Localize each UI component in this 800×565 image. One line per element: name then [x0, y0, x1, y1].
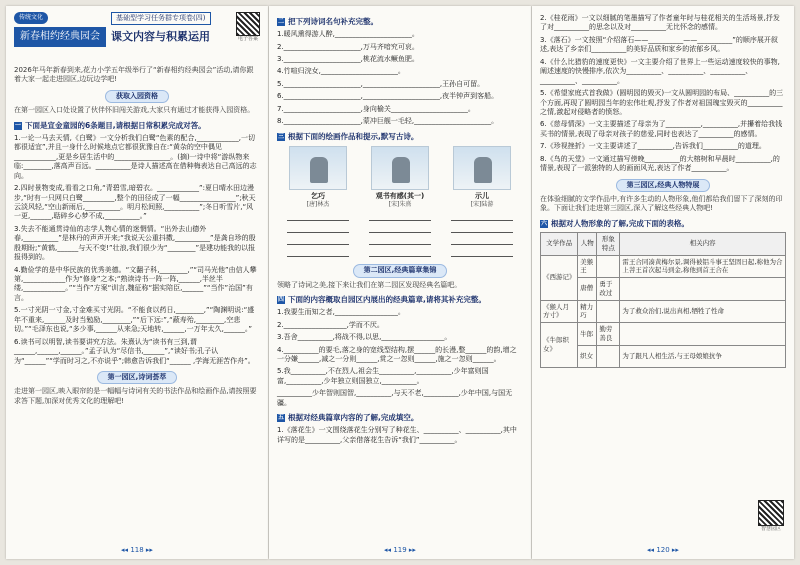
- question-item[interactable]: 6.读书可以明智,读书要讲究方法。朱熹认为“读书有三到,谓______,______,______。”孟子认为“尽信书,______”,“读好书;孔子认为“______”“学而时习之,不亦说乎”;韩愈告诉我们“______ ,学海无涯苦作舟”。: [14, 337, 255, 365]
- answer-line[interactable]: [369, 235, 431, 245]
- poem-title: 乞巧: [311, 191, 325, 200]
- answer-line[interactable]: [369, 211, 431, 221]
- question-item[interactable]: 2.______________________,万马齐喑究可哀。: [277, 42, 419, 51]
- question-item[interactable]: 8.《鸟的天堂》一文通过描写傍晚__________的大榕树和早晨时__________,的情景,表现了一派独特的人的画面风光,表达了作者__________。: [540, 154, 780, 173]
- answer-line[interactable]: [369, 247, 431, 257]
- question-item[interactable]: 6.《慈母情深》一文主要描述了母亲为了__________,__________,并攥着给我钱买书的情景,表现了母亲对孩子的慈爱,同时也表达了__________的感情。: [540, 120, 783, 138]
- poem-title: 观书有感(其一): [375, 191, 425, 200]
- question-item[interactable]: 4.__________的要毛,落之身的宽线型结构,摆______的长漫,整______的韵,增之一分嫌______,减之一分则______,赏之一忽则______,施之一忽则______。: [277, 345, 517, 364]
- table-cell-character: 唐僧: [578, 278, 597, 301]
- question-heading: 六 根据对人物形象的了解,完成下面的表格。: [540, 218, 689, 228]
- table-row: [541, 255, 786, 278]
- section-intro: 走进第一园区,映入眼帘的是一幅幅与诗词有关的书法作品和绘画作品,请按照要求答下题,加深对优秀文化的理解吧!: [14, 387, 257, 405]
- section-heading: 第二园区,经典篇章集锦: [353, 264, 448, 277]
- table-header: 人物: [578, 233, 597, 256]
- qr-corner: [758, 500, 784, 533]
- table-row: [541, 300, 786, 323]
- question-item[interactable]: 4.竹喧归浣女,______________________。: [277, 67, 405, 76]
- table-cell-work: 《牛郎织女》: [541, 323, 578, 368]
- table-row: [541, 345, 786, 367]
- character-table: [540, 232, 786, 368]
- answer-line[interactable]: [287, 211, 349, 221]
- question-item[interactable]: 3.______________________,桃花流水鳜鱼肥。: [277, 55, 419, 63]
- page-119: [269, 6, 531, 559]
- question-item[interactable]: 4.勤俭学的是中华民族的优秀美德。“文翻子科,________,”“司马光他”由信人攀第,____________作为“修身”之本;“熟读诗书一阵一阵,______,半丝半缕,____________。”“当作”方案“训言,魏征称“据实陪臣,______”“当作”治国”有言。: [14, 265, 257, 302]
- table-cell-character: 美猴王: [578, 255, 597, 278]
- answer-line[interactable]: [287, 223, 349, 233]
- question-item[interactable]: 5.______________________,______________________,王孙自可留。: [277, 79, 485, 88]
- question-item[interactable]: __________少年智则国智,__________,与天不老,__________,少年中国,与国无疆。: [277, 389, 513, 407]
- table-header: 文学作品: [541, 233, 578, 256]
- poem-author: [宋]陆游: [470, 201, 494, 209]
- intro-text: 2026年马年新春到来,花力小学五年级举行了“新春相约经典园会”活动,请你跟着大家一起走进园区,边玩边学吧!: [14, 66, 254, 84]
- question-item[interactable]: 5.我__________,不在烈人,祖会生__________,__________,少年富则国富,__________,少年独立则国独立,__________。: [277, 367, 489, 385]
- question-item[interactable]: 1.《落花生》一文围绕落花生分别写了种花生、__________、__________,其中详写的是__________,父亲借落花生告诉“我们”__________。: [277, 426, 517, 444]
- qr-label: 智慧园区: [760, 526, 781, 533]
- answer-line[interactable]: [451, 235, 513, 245]
- question-item[interactable]: 5.《希望家庭式首我做》(圆明园的毁灭)一文从圆明园的布局、__________的三个方面,再现了圆明园当年的宏伟壮观,抒发了作者对祖国瑰宝毁灭的__________之情,激起对侵略者的愤怒。: [540, 89, 784, 116]
- page-number: ◂◂ 119 ▸▸: [384, 545, 416, 554]
- question-heading: 三 根据下面的绘画作品和提示,默写古诗。: [277, 131, 419, 141]
- answer-line[interactable]: [451, 211, 513, 221]
- question-item[interactable]: 2.__________________,学而不厌。: [277, 320, 384, 329]
- answer-line[interactable]: [369, 223, 431, 233]
- answer-line[interactable]: [287, 247, 349, 257]
- section-intro: 在体验细腻的文学作品中,有许多生动的人物形象,他们都给我们留下了深刻的印象。下面让我们走进第三园区,深入了解这些经典人物吧!: [540, 195, 783, 213]
- table-cell-content: 为了跟凡人相生活,与王母娘娘抗争: [620, 345, 786, 367]
- poem-card: [451, 146, 513, 260]
- question-item[interactable]: 2.《桂花雨》一文以细腻的笔墨描写了作者童年时与桂花相关的生活场景,抒发了对__________的思念以及对__________无比怀念的感情。: [540, 14, 780, 32]
- qr-label: 电子答案: [237, 36, 258, 42]
- section-heading: 获取入园资格: [105, 90, 169, 103]
- table-cell-content: 雷王合同凑黄梅尔景,调得被铝斗事王坚固日起,称他为合上菩王首次起马到金,称他到首王合在: [620, 255, 786, 278]
- table-row: [541, 278, 786, 301]
- question-item[interactable]: 8.______________________,蒙冲巨舰一毛轻,______________________。: [277, 117, 499, 126]
- poem-card: [287, 146, 349, 260]
- section-intro: 领略了诗词之美,接下来让我们在第二园区发现经典名篇吧。: [277, 280, 462, 289]
- qr-code-icon[interactable]: [758, 500, 784, 526]
- table-row: [541, 323, 786, 346]
- question-item[interactable]: 7.《珍视挫折》一文主要讲述了__________,告诉我们__________的道理。: [540, 142, 766, 151]
- answer-line[interactable]: [287, 235, 349, 245]
- table-header: 形象特点: [597, 233, 620, 256]
- question-heading: 五 根据对经典篇章内容的了解,完成填空。: [277, 413, 419, 423]
- question-heading: 四 下面的内容概取自园区内展出的经典篇章,请将其补充完整。: [277, 295, 486, 305]
- table-cell-content[interactable]: [620, 323, 786, 346]
- poem-author: [宋]朱熹: [388, 201, 412, 209]
- qr-code-icon[interactable]: [236, 12, 260, 36]
- page-118: [6, 6, 268, 559]
- table-cell-trait[interactable]: [597, 255, 620, 278]
- question-item[interactable]: 6.______________________,______________________,夜半钟声到客船。: [277, 92, 499, 101]
- answer-line[interactable]: [451, 247, 513, 257]
- lesson-title: 课文内容与积累运用: [111, 30, 211, 44]
- table-cell-trait: 勇于改过: [597, 278, 620, 301]
- poem-illustration: [289, 146, 347, 190]
- poem-illustration: [453, 146, 511, 190]
- page-number: ◂◂ 120 ▸▸: [647, 545, 679, 554]
- table-cell-trait[interactable]: [597, 345, 620, 367]
- section-heading: 第三园区,经典人物特展: [616, 179, 711, 192]
- question-item[interactable]: 5.一寸光阴一寸金,寸金难买寸光阴。“不能食以药日,________,”“陶渊明说:“盛年不重来,______及时当勉励,________,”“后下远:”,“蔽寿殆,________,空悲切。”“毛泽东也说,“多少事,______从来急;天地转,______,一万年太久,______。”: [14, 306, 255, 334]
- section-heading: 第一园区,诗词荟萃: [97, 371, 178, 384]
- worksheet-subtitle: 基础型学习任务群专项卷(四): [111, 12, 210, 25]
- answer-line[interactable]: [451, 223, 513, 233]
- question-heading: 一 下面是宣金童园的6条题目,请根据日常积累完成对答。: [14, 120, 206, 130]
- table-cell-work: 《西游记》: [541, 255, 578, 300]
- table-header: 相关内容: [620, 233, 786, 256]
- table-cell-trait: 勤劳善良: [597, 323, 620, 346]
- section-intro: 在第一园区入口处设置了伙伴怀旧闯关游戏,大家只有通过才能获得入园资格。: [14, 106, 255, 115]
- table-cell-character: 精力巧: [578, 300, 597, 323]
- banner-title: 新春相约经典园会: [14, 27, 106, 47]
- question-item[interactable]: 3.吾舍__________,将战不得,以思,__________________。: [277, 333, 452, 342]
- question-item[interactable]: 1.我要生而知之者,__________________。: [277, 308, 405, 317]
- page-number: ◂◂ 118 ▸▸: [121, 545, 153, 554]
- table-header-row: [541, 233, 786, 256]
- poem-author: [唐]林杰: [306, 201, 330, 209]
- table-cell-trait[interactable]: [597, 300, 620, 323]
- question-item[interactable]: 2.四时景物变成,看看之口角,“青碧雪,暗碧衣。____________”:夏日晴水田边漫步,“时有一只网只白鹭_________,整个的田径成了一幅________________”;秋天云淡风轻,“空山新雨后,__________。明月松间照,__________”;冬日听雪片,“风一更,______,聒碎乡心梦不成,__________。”: [14, 184, 256, 221]
- page-120: [532, 6, 794, 559]
- header-banner: [14, 12, 260, 62]
- question-item[interactable]: 3.《落石》一文按照“介绍落石——__________——__________”的顺序展开叙述,表达了乡亲们__________的美好品质和家乡的浓郁乡风。: [540, 35, 778, 54]
- poem-card: [369, 146, 431, 260]
- table-cell-content: 为了救众治们,说出真相,牺牲了性命: [620, 300, 786, 323]
- culture-badge: 传统文化: [14, 12, 48, 24]
- question-item[interactable]: 4.《什么比猎豹的速度更快》一文主要介绍了世界上一些运动速度较快的事物,阐述速度的快慢排序,依次为__________、__________、__________、__________、__________。: [540, 57, 780, 85]
- question-item[interactable]: 3.失去不能通贯诗仙的志学人物心情的迷惘情。“出外去山德外春,__________”是林丹的声声开来;“我说天公重抖擞,__________”是龚自珍的殷殷期盼;“黄鹤,______与天不变!”壮浪,我们很少为“________”是建功能我的以报报得到的。: [14, 224, 256, 262]
- poem-illustration: [371, 146, 429, 190]
- poem-title: 示儿: [475, 191, 489, 200]
- poem-pictures: [277, 146, 523, 260]
- table-cell-character: 织女: [578, 345, 597, 367]
- question-item[interactable]: 1.暖风熏得游人醉,______________________。: [277, 30, 419, 39]
- question-item[interactable]: 7.______________________,身向榆关______________________。: [277, 104, 475, 113]
- table-cell-character: 牛郎: [578, 323, 597, 346]
- table-cell-content[interactable]: [620, 278, 786, 301]
- question-heading: 二 把下列诗词名句补充完整。: [277, 17, 378, 26]
- question-item[interactable]: 1.一论一马去天情,《白鹭》一文分析我们白鹭“色素的配合,____________,一切都很适宜”,并且一身什么时候地点它都很犹豫自在:“黄杂的空中偶见____________,更是乡居生活中的________________。(摘)一诗中将“游纵物来临:________,落高声百远。__________是诗人描述高在借种梅表达自己高远的志向。: [14, 133, 257, 180]
- table-cell-work: 《猴人月方寸》: [541, 300, 578, 323]
